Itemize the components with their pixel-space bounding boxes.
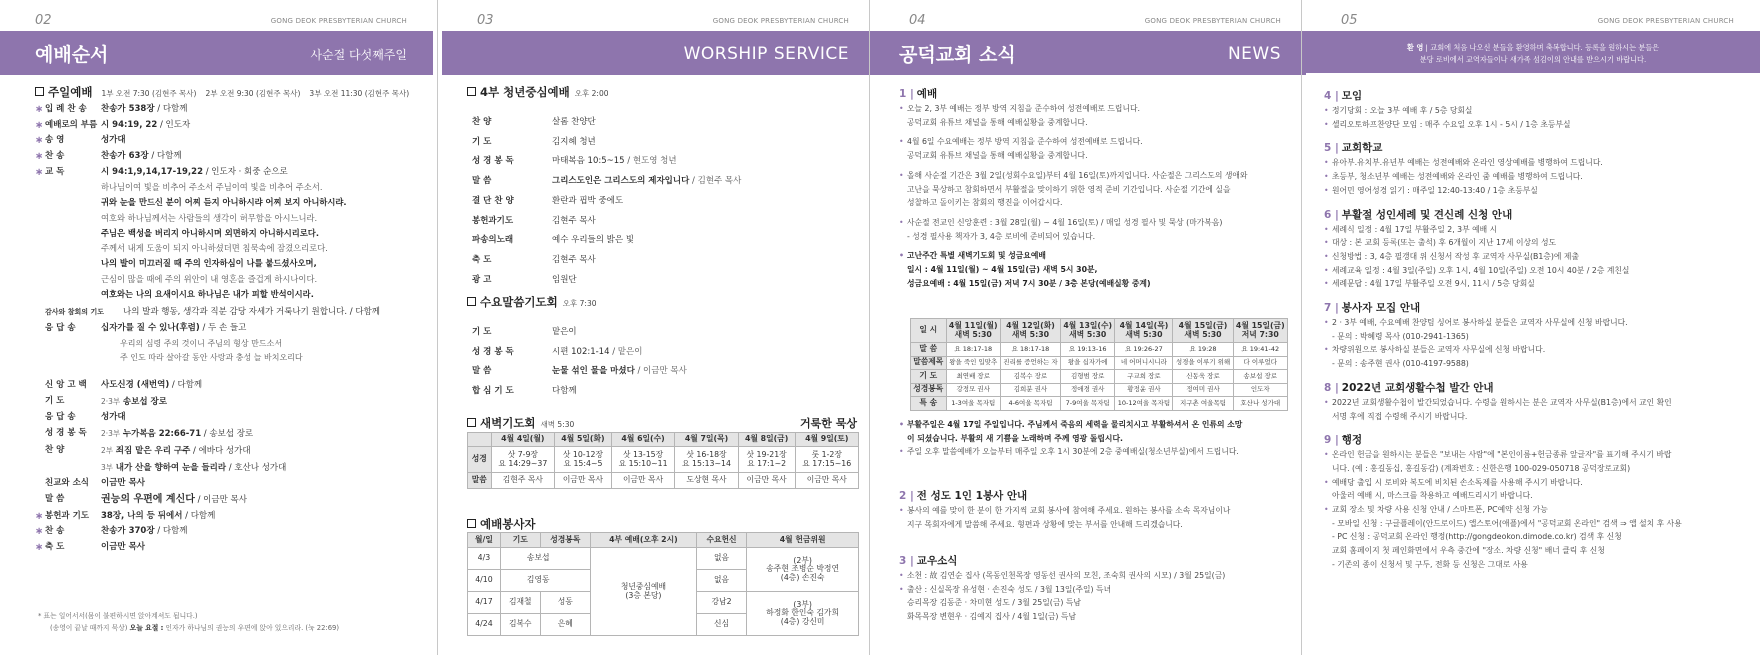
page-number: 03 [477,13,494,28]
order-label: ∗ 예배로의 부름 [35,119,98,131]
news-line: - 모바일 신청 : 구글플레이(안드로이드) 앱스토어(애플)에서 "공덕교회 온라인" 검색 ⇒ 앱 설치 후 사용 [1332,518,1682,528]
order-row [472,271,862,291]
news-line: 아울러 예배 시, 마스크를 착용하고 예배드리시기 바랍니다. [1332,491,1533,501]
scripture-line: 주님은 백성을 버리지 아니하시며 외면하지 아니하시리로다. [101,227,319,238]
servers-header: 4월 헌금위원 [747,533,859,548]
news-heading: 3 | 교우소식 [899,555,958,567]
order-value: 그리스도인은 그리스도의 제자입니다 / 김현주 목사 [552,176,742,187]
order-value: 마태복음 10:5~15 / 현도영 청년 [552,156,677,167]
servers-heading: 예배봉사자 [467,516,536,532]
order-label: ∗ 축 도 [35,542,65,554]
news-line: 성찰하고 돌이키는 참회의 행진을 이어갑시다. [907,198,1063,208]
order-row [35,492,425,509]
verse-note: (송영이 끝날 때까지 묵상) 오늘 요절 : 인자가 하나님의 권능의 우편에 앉아 있으리라. (눅 22:69) [50,624,340,632]
servers-header: 월/일 [468,533,501,548]
youth-order [472,113,862,290]
order-row [472,231,862,251]
news-line: • 봉사의 예를 맞이 한 분이 한 가지씩 교회 봉사에 참여해 주세요. 원하는 봉사를 소속 목자님이나 [899,504,1299,518]
order-value: 2부 죄짐 맡은 우리 구주 / 에바다 성가대 [101,445,251,456]
order-value: 사도신경 (새번역) / 다함께 [101,380,203,390]
news-heading: 7 | 봉사자 모집 안내 [1324,302,1421,315]
order-value: 김현주 목사 [552,215,596,226]
order-value: 김현주 목사 [552,254,596,265]
order-value: 권능의 우편에 계신다 / 이금만 목사 [101,493,247,505]
order-label: 말 씀 [45,493,65,504]
page-number: 05 [1341,13,1358,28]
order-value: 성가대 [101,135,126,146]
order-label: ∗ 송 영 [35,135,65,147]
order-row [472,133,862,153]
news-line: • 차량위원으로 봉사하실 분들은 교역자 사무실에 신청 바랍니다. [1324,343,1754,357]
order-row [472,172,862,192]
order-value: 38장, 나의 등 뒤에서 / 다함께 [101,510,216,521]
order-value: 시편 102:1-14 / 맡은이 [552,346,643,357]
date-header: 4월 6일(수) [611,433,674,447]
order-value: 3부 내가 산을 향하여 눈을 들리라 / 호산나 성가대 [101,462,287,473]
order-value: 환란과 핍박 중에도 [552,195,624,206]
order-value: 찬송가 370장 / 다함께 [101,526,188,537]
news-line: • 2 · 3부 예배, 수요예배 찬양팀 싱어로 봉사하실 분들은 교역자 사무실에 신청 바랍니다. [1324,316,1754,330]
scripture-line: 여호와 하나님께서는 사람들의 생각이 허무함을 아시느니라. [101,212,318,223]
order-label: 합 심 기 도 [472,386,514,397]
order-value: 2·3부 누가복음 22:66-71 / 송보섭 장로 [101,429,254,440]
news-line: - 문의 : 송주현 권사 (010-4197-9588) [1332,359,1469,369]
page-subtitle: 사순절 다섯째주일 [310,48,407,62]
news-heading: 6 | 부활절 성인세례 및 견신례 신청 안내 [1324,208,1513,221]
order-row [35,118,425,134]
order-label: 성 경 봉 독 [45,428,87,439]
news-line: 교회 홈페이지 첫 페인화면에서 우측 중간에 "장소. 차량 신청" 배너 클릭 후 신청 [1332,546,1605,556]
news-line: - 문의 : 박혜령 목사 (010-2941-1365) [1332,331,1469,341]
order-value: 이금만 목사 [101,542,146,553]
servers-header: 성경봉독 [540,533,590,548]
order-value: 살롬 찬양단 [552,117,596,127]
order-label: 결 단 찬 양 [472,195,514,206]
news-worship [899,86,1299,290]
order-label: 응 답 송 [45,412,76,423]
sunday-order-top [35,102,425,181]
order-value: 맡은이 [552,327,577,337]
preacher-cell: 이금만 목사 [611,473,674,489]
title-band [0,31,433,75]
news-line: • 부활주일은 4월 17일 주일입니다. 주님께서 죽음의 세력을 물리치시고 부활하셔서 온 인류의 소망 [899,418,1299,432]
news-heading: 8 | 2022년 교회생활수첩 발간 안내 [1324,381,1494,394]
news-members [899,553,1299,624]
order-row [35,394,425,411]
dawn-table: 4월 4일(월) 4월 5일(화) 4월 6일(수) 4월 7일(목) 4월 8일(금) 4월 9일(토) 성경 삿 7-9장 요 14:29~37 삿 10-12장 요 15:4~5 삿 13-15장 요 15:10~11 삿 16-18장 요 15:13~14 삿 19-21장 요 17:1~2 룻 1-2장 요 17:15~16 말씀 김현주 목사 이금만 목사 이금만 목사 도상현 목사 이금만 목사 이금만 목사 [467,432,859,489]
date-header: 4월 9일(토) [795,433,858,447]
page-number: 02 [35,13,52,28]
preacher-cell: 김현주 목사 [491,473,554,489]
order-row [35,476,425,492]
news-line: 지구 목회자에게 말씀해 주세요. 형편과 상황에 맞는 부서를 안내해 드리겠습니다. [907,519,1183,529]
order-label: 축 도 [472,254,492,265]
youth-heading: 4부 청년중심예배 오후 2:00 [467,84,609,100]
order-label: 성 경 봉 독 [472,346,514,357]
order-value: 시 94:1,9,14,17-19,22 / 인도자 · 회중 순으로 [101,166,288,177]
order-row [35,524,425,540]
scripture-line: 하나님이여 빛을 비추어 주소서 주님이여 빛을 비추어 주소서. [101,182,323,192]
scripture-line: 귀와 눈을 만드신 분이 어찌 듣지 아니하시랴 어찌 보지 아니하시랴. [101,197,347,208]
order-label: 성 경 봉 독 [472,156,514,167]
order-label: 광 고 [472,274,492,285]
order-label: 말 씀 [472,176,492,187]
order-value: 찬송가 538장 / 다함께 [101,104,188,114]
footnote: * 표는 일어서서(몸이 불편하시면 앉아계셔도 됩니다.) [38,612,198,620]
news-line: - PC 신청 : 공덕교회 온라인 행정(http://gongdeokon.dimode.co.kr) 검색 후 신청 [1332,532,1622,542]
order-value: 시 94:19, 22 / 인도자 [101,119,191,130]
news-line: • 고난주간 특별 새벽기도회 및 성금요예배 [899,249,1299,263]
news-line: • 오늘 2, 3부 예배는 정부 방역 지침을 준수하여 성전예배로 드립니다. [899,102,1299,116]
holy-date-header: 4월 12일(화) 새벽 5:30 [1000,319,1060,343]
holy-date-header: 4월 11일(월) 새벽 5:30 [946,319,1000,343]
news-line: 이 되셨습니다. 부활의 새 기쁨을 노래하며 주께 영광 돌립시다. [907,433,1123,443]
page-number: 04 [909,13,926,28]
date-header: 4월 4일(월) [491,433,554,447]
servers-table: 월/일 기도 성경봉독 4부 예배(오후 2시) 수요헌신 4월 헌금위원 4/3 송보섭 청년중심예배 (3층 본당) 없음 (2부) 송주현 조병순 박정연 (4층) 손진숙 4/10 김영동 없음 4/17 김재철 성동 강남2 (3부) 하정화 한인숙 김가희 (4층) 강신미 4/24 김복수 은혜 신심 [467,532,859,636]
news-line: 화목목장 변현우 · 김예지 집사 / 4월 1일(금) 득남 [907,612,1076,622]
news-line: • 4월 6일 수요예배는 정부 방역 지침을 준수하여 성전예배로 드립니다. [899,135,1299,149]
news-line: 니다. (예 : 홍길동십, 홍길동감) (계좌번호 : 신한은행 100-029-050718 공덕장로교회) [1332,463,1631,473]
order-label: 신 앙 고 백 [45,380,87,390]
preacher-cell: 도상현 목사 [675,473,738,489]
servers-header: 4부 예배(오후 2시) [591,533,697,548]
holy-date-header: 4월 14일(목) 새벽 5:30 [1115,319,1173,343]
news-line: 성금요예배 : 4월 15일(금) 저녁 7시 30분 / 3층 본당(예배실황 중계) [907,278,1151,288]
order-row [35,509,425,525]
page-02 [0,0,433,655]
news-line: • 주일 오후 말씀예배가 오늘부터 매주일 오후 1시 30분에 2층 중예배실(청소년부실)에서 드립니다. [899,445,1299,459]
order-row [35,443,425,460]
preacher-cell: 이금만 목사 [738,473,795,489]
order-row [472,323,862,343]
news-line: • 원어민 영어성경 읽기 : 매주일 12:40-13:40 / 1층 초등부실 [1324,184,1754,198]
order-label: ∗ 교 독 [35,166,65,178]
sunday-heading: 주일예배 1부 오전 7:30 (김현주 목사) 2부 오전 9:30 (김현주 목사) 3부 오전 11:30 (김현주 목사) [35,84,409,100]
scripture-line: 주께서 내게 도움이 되지 아니하셨더면 침묵속에 잠겼으리로다. [101,243,328,254]
news-line: 공덕교회 유튜브 채널을 통해 예배실황을 중계합니다. [907,151,1088,161]
news-line: 서명 후에 직접 수령해 주시기 바랍니다. [1332,411,1468,421]
news-heading: 1 | 예배 [899,88,938,100]
order-label: 기 도 [45,395,65,406]
order-label: ∗ 입 례 찬 송 [35,104,87,115]
page-04 [874,0,1307,655]
news-line: • 소천 : 故 김연순 집사 (목동인천목장 영동선 권사의 모친, 조숙희 권사의 시모) / 3월 25일(금) [899,569,1299,583]
confession-row: 감사와 참회의 기도 나의 발과 행동, 생각과 직분 감당 자세가 거룩나기 원합니다. / 다함께 응 답 송 십자가를 질 수 있나(후렴) / 두 손 들고 [45,307,381,333]
preacher-cell: 이금만 목사 [795,473,858,489]
order-label: 기 도 [472,136,492,147]
church-name: GONG DEOK PRESBYTERIAN CHURCH [1597,17,1734,25]
responsive-reading [101,180,421,302]
news-line: • 신청방법 : 3, 4층 필갱대 위 신청서 작성 후 교역자 사무실(B1층)에 제출 [1324,250,1754,264]
news-heading: 9 | 행정 [1324,434,1363,447]
title-band [442,31,875,75]
news-line: 공덕교회 유튜브 채널을 통해 예배실황을 중계합니다. [907,117,1088,127]
bible-cell: 삿 10-12장 요 15:4~5 [555,447,612,473]
bible-cell: 룻 1-2장 요 17:15~16 [795,447,858,473]
servers-header: 기도 [500,533,540,548]
welcome-message: 환 영 | 교회에 처음 나오신 분들을 환영하며 축복합니다. 등록을 원하시는 분들은 분당 로비에서 교역자들이나 새가족 섬김이의 안내를 받으시기 바랍니다. [1406,43,1660,64]
date-header: 4월 5일(화) [555,433,612,447]
bible-cell: 삿 19-21장 요 17:1~2 [738,447,795,473]
order-value: 임원단 [552,274,577,285]
news-easter [899,418,1299,459]
dawn-heading: 새벽기도회 새벽 5:30 거룩한 묵상 [467,415,857,431]
order-value: 눈물 섞인 물을 마셨다 / 이금만 목사 [552,366,687,377]
order-value: 예수 우리들의 밝은 빛 [552,235,635,246]
news-line: • 정기당회 : 오늘 3부 예배 후 / 5층 당회실 [1324,104,1754,118]
order-row [35,460,425,477]
order-value: 찬송가 63장 / 다함께 [101,151,182,162]
order-row [35,540,425,556]
scripture-line: 나의 발이 미끄러질 때 주의 인자하심이 나를 붙드셨사오며, [101,258,317,269]
bible-cell: 삿 16-18장 요 15:13~14 [675,447,738,473]
bible-cell: 삿 7-9장 요 14:29~37 [491,447,554,473]
holy-week-table: 일 시 4월 11일(월) 새벽 5:30 4월 12일(화) 새벽 5:30 4월 13일(수) 새벽 5:30 4월 14일(목) 새벽 5:30 4월 15일(금) 새벽 5:30 4월 15일(금) 저녁 7:30 말 씀 요 18:17-18 요 18:17-18 요 19:13-16 요 19:26-27 요 19:28 요 19:41-42 말씀제목 왕을 죽인 입맞추 진리를 증언하는 자 왕을 십자가에 네 어머니시니라 성경을 이루기 위해 다 이루었다 기 도 최연배 장로 김복수 장로 김형범 장로 구교희 장로 신동욱 장로 송보섭 장로 성경봉독 강정모 권사 김희분 권사 정애경 권사 황정윤 권사 정여미 권사 인도자 특 송 1-3여울 목자팀 4-6여울 목자팀 7-9여울 목자팀 10-12여울 목자팀 지구촌 여울목팀 호산나 성가대 [910,318,1288,411]
date-header: 4월 8일(금) [738,433,795,447]
news-line: 일시 : 4월 11일(월) ~ 4월 15일(금) 새벽 5시 30분, [907,265,1098,275]
news-line: • 2022년 교회생활수첩이 발간되었습니다. 수령을 원하시는 분은 교역자 사무실(B1층)에서 교인 확인 [1324,396,1754,410]
news-line: • 교회 장소 및 차량 사용 신청 안내 / 스마트폰, PC예약 신청 가능 [1324,503,1754,517]
page-05 [1306,0,1760,655]
title-band [874,31,1307,75]
news-line: • 출산 : 신실목장 유성현 · 손진숙 성도 / 3월 13일(주일) 득녀 [899,583,1299,597]
church-name: GONG DEOK PRESBYTERIAN CHURCH [1144,17,1281,25]
order-label: ∗ 찬 송 [35,151,65,163]
news-line: • 올해 사순절 기간은 3월 2일(성회수요일)부터 4월 16일(토)까지입니다. 사순절은 그리스도의 생애와 [899,169,1299,183]
order-label: 찬 양 [472,117,492,127]
order-label: 찬 양 [45,444,65,455]
order-row [472,212,862,232]
news-line: • 예배당 출입 시 로비와 복도에 비치된 손소독제를 사용해 주시기 바랍니다. [1324,476,1754,490]
date-header: 4월 7일(목) [675,433,738,447]
page-subtitle: WORSHIP SERVICE [683,44,849,64]
order-row [472,251,862,271]
order-value: 성가대 [101,412,126,423]
order-row [472,343,862,363]
order-label: 말 씀 [472,366,492,377]
order-label: ∗ 봉헌과 기도 [35,510,90,522]
news-continued [1324,88,1754,572]
news-line: • 셀리오토하프찬양단 모임 : 매주 수요일 오후 1시 - 5시 / 1층 초등부실 [1324,118,1754,132]
scripture-line: 근심이 많을 때에 주의 위안이 내 영혼을 즐겁게 하시나이다. [101,273,318,284]
order-label: 봉헌과기도 [472,215,514,226]
news-line: • 초등부, 청소년부 예배는 성전예배와 온라인 줌 예배를 병행하여 드립니다. [1324,170,1754,184]
order-label: 파송의노래 [472,235,514,246]
church-name: GONG DEOK PRESBYTERIAN CHURCH [270,17,407,25]
page-subtitle: NEWS [1227,44,1281,64]
order-row [35,133,425,149]
news-line: • 대상 : 본 교회 등록(또는 출석) 후 6개월이 지난 17세 이상의 성도 [1324,236,1754,250]
news-heading: 4 | 모임 [1324,90,1363,102]
scripture-line: 여호와는 나의 요새이시요 하나님은 내가 피할 반석이시라. [101,289,314,300]
wed-order [472,323,862,402]
order-label: 기 도 [472,327,492,337]
news-line: • 사순절 전교인 신앙훈련 : 3월 28일(월) ~ 4월 16일(토) / 매일 성경 필사 및 묵상 (마가복음) [899,216,1299,230]
response-lyrics: 우리의 심령 주의 것이니 주님의 형상 만드소서 주 인도 따라 살아갈 동안 사랑과 충성 늘 바치오리다 [120,339,303,362]
order-row [35,165,425,181]
page-title: 예배순서 [35,44,109,66]
news-heading: 2 | 전 성도 1인 1봉사 안내 [899,490,1028,502]
holy-date-header: 4월 15일(금) 저녁 7:30 [1233,319,1287,343]
order-value: 다함께 [552,386,577,397]
news-line: • 세례문답 : 4월 17일 부활주일 오전 9시, 11시 / 5층 당회실 [1324,277,1754,291]
order-row [35,149,425,165]
sunday-order-bottom [35,378,425,556]
news-line: • 세례식 일정 : 4월 17일 부활주일 2, 3부 예배 시 [1324,223,1754,237]
news-line: • 온라인 헌금을 원하시는 분들은 "보내는 사람"에 "본인이름+헌금종류 앞글자"를 표기해 주시기 바랍 [1324,448,1754,462]
news-line: 승리목장 김동준 · 차미현 성도 / 3월 25일(금) 득남 [907,598,1081,608]
news-line: • 세례교육 일정 : 4월 3일(주일) 오후 1시, 4월 10일(주일) 오전 10시 40분 / 2층 계친실 [1324,264,1754,278]
order-label: ∗ 찬 송 [35,526,65,538]
order-label [35,460,101,477]
preacher-cell: 이금만 목사 [555,473,612,489]
holy-date-header: 4월 15일(금) 새벽 5:30 [1173,319,1233,343]
order-label: 친교와 소식 [45,478,90,489]
servers-header: 수요헌신 [696,533,746,548]
news-heading: 5 | 교회학교 [1324,142,1383,155]
news-service [899,488,1299,531]
order-row [35,426,425,443]
order-row [35,378,425,394]
order-row [35,102,425,118]
order-row [472,113,862,133]
order-row [35,410,425,426]
news-line: - 기존의 종이 신청서 및 구두, 전화 등 신청은 그대로 사용 [1332,559,1528,569]
order-value: 김지혜 청년 [552,136,596,147]
order-value: 이금만 목사 [101,478,146,489]
news-line: 고난을 묵상하고 참회하면서 부활절을 맞이하기 위한 영적 준비 기간입니다. 사순절 기간에 실을 [907,184,1231,194]
order-row [472,362,862,382]
wed-heading: 수요말씀기도회 오후 7:30 [467,294,596,310]
order-value: 2·3부 송보섭 장로 [101,396,167,407]
news-line: - 성경 필사용 책자가 3, 4층 로비에 준비되어 있습니다. [907,231,1096,241]
page-03 [442,0,875,655]
church-name: GONG DEOK PRESBYTERIAN CHURCH [712,17,849,25]
holy-date-header: 4월 13일(수) 새벽 5:30 [1061,319,1115,343]
page-title: 공덕교회 소식 [899,44,1016,66]
news-line: • 유아부.유치부.유년부 예배는 성전예배와 온라인 영상예배를 병행하여 드립니다. [1324,156,1754,170]
order-row [472,152,862,172]
order-row [472,382,862,402]
order-row [472,192,862,212]
bible-cell: 삿 13-15장 요 15:10~11 [611,447,674,473]
